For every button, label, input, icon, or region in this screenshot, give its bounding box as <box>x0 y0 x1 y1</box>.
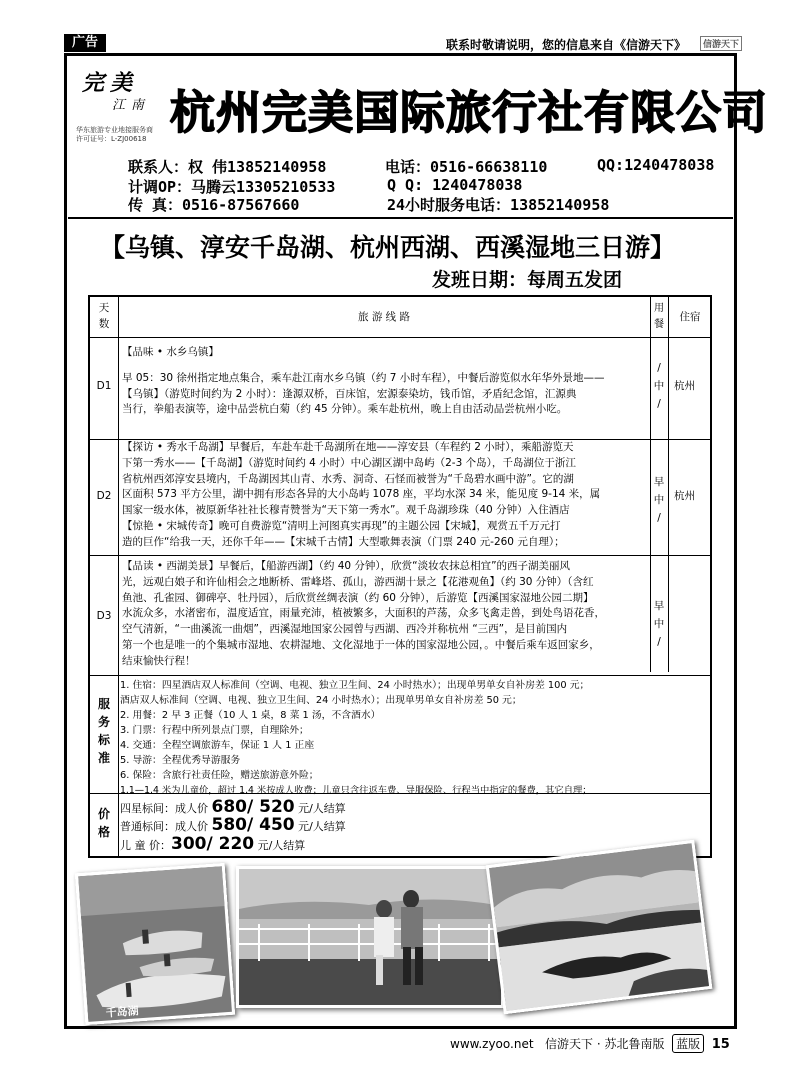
price-amount: 680/ 520 <box>211 797 295 817</box>
page-number: 15 <box>711 1037 730 1052</box>
day-route <box>122 440 646 551</box>
contact-op-qq: Q Q: 1240478038 <box>387 176 523 194</box>
contact-24h: 24小时服务电话：13852140958 <box>387 196 610 214</box>
route-line: 【品味 • 水乡乌镇】 <box>122 346 219 358</box>
route-line: 【探访 • 秀水千岛湖】早餐后，车赴车赴千岛湖所在地——淳安县（车程约 2 小时），乘船游览天 <box>122 441 574 453</box>
route-line: 鱼池、孔雀园、御碑亭、牡丹园），后欣赏丝绸表演（约 60 分钟），后游览【西溪国家湿地公园二期】 <box>122 591 594 604</box>
price-row <box>120 797 346 817</box>
standard-item: 4. 交通：全程空调旅游车，保证 1 人 1 正座 <box>120 740 315 751</box>
route-line: 水流众多，水渚密布，温度适宜，雨量充沛，植被繁多，大面积的芦荡，众多飞禽走兽，到处鸟语花香， <box>122 607 605 620</box>
top-strip <box>0 0 800 56</box>
contact-op: 计调OP：马腾云13305210533 <box>128 178 336 196</box>
company-name: 杭州完美国际旅行社有限公司 <box>170 86 769 139</box>
route-line: 【惊艳 • 宋城传奇】晚可自费游览“清明上河图真实再现”的主题公园【宋城】，观赏五千万元打 <box>122 519 561 532</box>
standard-item: 6. 保险：含旅行社责任险，赠送旅游意外险； <box>120 770 319 781</box>
row-divider <box>90 337 710 338</box>
day-meal: / 中 / <box>653 362 665 410</box>
route-line: 当行，拳船表演等，途中品尝杭白菊（约 45 分钟）。乘车赴杭州，晚上自由活动品尝杭州小吃。 <box>122 403 568 416</box>
standard-item: 2. 用餐：2 早 3 正餐（10 人 1 桌，8 菜 1 汤，不含酒水） <box>120 710 381 721</box>
route-line: 造的巨作“给我一天，还你千年——【宋城千古情】大型歌舞表演（门票 240 元-260 元自理）； <box>122 535 565 548</box>
standard-item: 1.1—1.4 米为儿童价，超过 1.4 米按成人收费；儿童只含往返车费、导服保险、行程当中指定的餐费，其它自理； <box>120 785 592 796</box>
footer-publication: 信游天下 · 苏北鲁南版 <box>545 1037 665 1051</box>
row-divider <box>90 555 710 556</box>
header-stay: 住宿 <box>679 311 701 323</box>
lake-island-image <box>489 842 712 1014</box>
price-unit: 元/人结算 <box>294 820 346 833</box>
day-meal: 早 中 / <box>653 600 665 648</box>
route-line: 下第一秀水——【千岛湖】（游览时间约 4 小时）中心湖区湖中岛屿（2-3 个岛），千岛湖位于浙江 <box>122 456 576 469</box>
col-divider <box>668 297 669 672</box>
contact-qq: QQ:1240478038 <box>597 156 715 174</box>
standard-item: 3. 门票：行程中所列景点门票，自理除外； <box>120 725 309 736</box>
route-line: 第一个也是唯一的个集城市湿地、农耕湿地、文化湿地于一体的国家湿地公园，。中餐后乘车返回家乡， <box>122 638 600 651</box>
contact-person: 联系人：权 伟13852140958 <box>128 158 327 176</box>
departure-date: 发班日期：每周五发团 <box>432 269 623 291</box>
source-notice: 联系时敬请说明，您的信息来自《信游天下》 <box>446 38 687 52</box>
standard-item: 酒店双人标准间（空调、电视、独立卫生间、24 小时热水）；出现单男单女自补房差 50 元； <box>120 695 522 706</box>
price-unit: 元/人结算 <box>294 802 346 815</box>
day-label: D2 <box>96 490 112 502</box>
route-line: 【品读 • 西湖美景】早餐后，【船游西湖】（约 40 分钟），欣赏“淡妆农抹总相宜”的西子湖美丽风 <box>122 560 571 572</box>
brand-license: 许可证号：L-ZJ00618 <box>76 135 147 143</box>
col-divider <box>118 297 119 856</box>
tour-title: 【乌镇、淳安千岛湖、杭州西湖、西溪湿地三日游】 <box>100 233 676 262</box>
header-meal: 用 餐 <box>654 303 664 330</box>
price-row <box>120 815 346 835</box>
photo-thousand-island-lake <box>486 840 713 1014</box>
price-amount: 300/ 220 <box>171 834 255 854</box>
header-day: 天 数 <box>98 302 110 330</box>
brand-subtitle <box>76 126 153 144</box>
route-line: 早 05：30 徐州指定地点集合，乘车赴江南水乡乌镇（约 7 小时车程），中餐后游览似水年华外景地—— <box>122 371 605 384</box>
route-line: 结束愉快行程！ <box>122 654 196 667</box>
divider <box>68 217 733 219</box>
ad-tag: 广告 <box>64 34 106 52</box>
day-route <box>122 345 646 418</box>
footer-url[interactable]: www.zyoo.net <box>450 1037 534 1051</box>
boat-caption: 千岛湖 <box>105 1004 140 1020</box>
standard-item: 5. 导游：全程优秀导游服务 <box>120 755 241 766</box>
contact-phone: 电话：0516-66638110 <box>385 158 548 176</box>
price-unit: 元/人结算 <box>254 839 306 852</box>
day-stay: 杭州 <box>674 380 695 392</box>
day-meal: 早 中 / <box>653 476 665 524</box>
speedboats-image <box>78 866 235 1025</box>
photo-lake-couple <box>236 866 504 1008</box>
route-line: 区面积 573 平方公里，湖中拥有形态各异的大小岛屿 1078 座，平均水深 34 米，能见度 9-14 米，属 <box>122 488 601 501</box>
day-stay: 杭州 <box>674 490 695 502</box>
standards-label: 服 务 标 准 <box>97 697 110 765</box>
route-line: 省杭州西郊淳安县境内，千岛湖因其山青、水秀、洞奇、石怪而被誉为“千岛碧水画中游”。它的湖 <box>122 472 574 485</box>
price-row-label: 普通标间：成人价 <box>120 820 212 833</box>
row-divider <box>90 675 710 676</box>
route-line: 【乌镇】（游览时间约为 2 小时）：逢源双桥，百床馆，宏源泰染坊，钱币馆，矛盾纪念馆，汇源典 <box>122 387 577 400</box>
lake-couple-image <box>239 869 504 1008</box>
price-row <box>120 834 305 854</box>
day-route <box>122 559 646 670</box>
publisher-logo: 信游天下 <box>700 36 742 51</box>
brand-sub-line1: 华东旅游专业地接服务商 <box>76 126 153 134</box>
logo-line1: 完美 <box>82 70 139 96</box>
page-footer <box>450 1034 730 1053</box>
route-line: 空气清新，“一曲溪流一曲烟”，西溪湿地国家公园曾与西湖、西冷并称杭州 “三西”，是目前国内 <box>122 623 568 636</box>
price-label: 价 格 <box>97 807 110 839</box>
price-row-label: 儿 童 价： <box>120 839 171 852</box>
edition-badge: 蓝版 <box>672 1034 704 1053</box>
day-label: D3 <box>96 610 112 622</box>
price-amount: 580/ 450 <box>211 815 295 835</box>
route-line: 光，远观白娘子和许仙相会之地断桥、雷峰塔、孤山，游西湖十景之【花港观鱼】（约 30 分钟）（含红 <box>122 575 594 588</box>
header-route: 旅 游 线 路 <box>357 311 410 323</box>
price-row-label: 四星标间：成人价 <box>120 802 212 815</box>
photo-speedboats <box>75 863 235 1025</box>
logo-line2: 江南 <box>112 98 151 113</box>
route-spacer <box>122 361 646 371</box>
standard-item: 1. 住宿：四星酒店双人标准间（空调、电视、独立卫生间、24 小时热水）；出现单男单女自补房差 100 元； <box>120 680 590 691</box>
route-line: 国家一级水体，被原新华社社长穆青赞誉为“天下第一秀水”。观千岛湖珍珠（40 分钟）入住酒店 <box>122 504 570 517</box>
brand-logo <box>78 66 166 128</box>
contact-fax: 传 真：0516-87567660 <box>128 196 300 214</box>
day-label: D1 <box>96 380 112 392</box>
